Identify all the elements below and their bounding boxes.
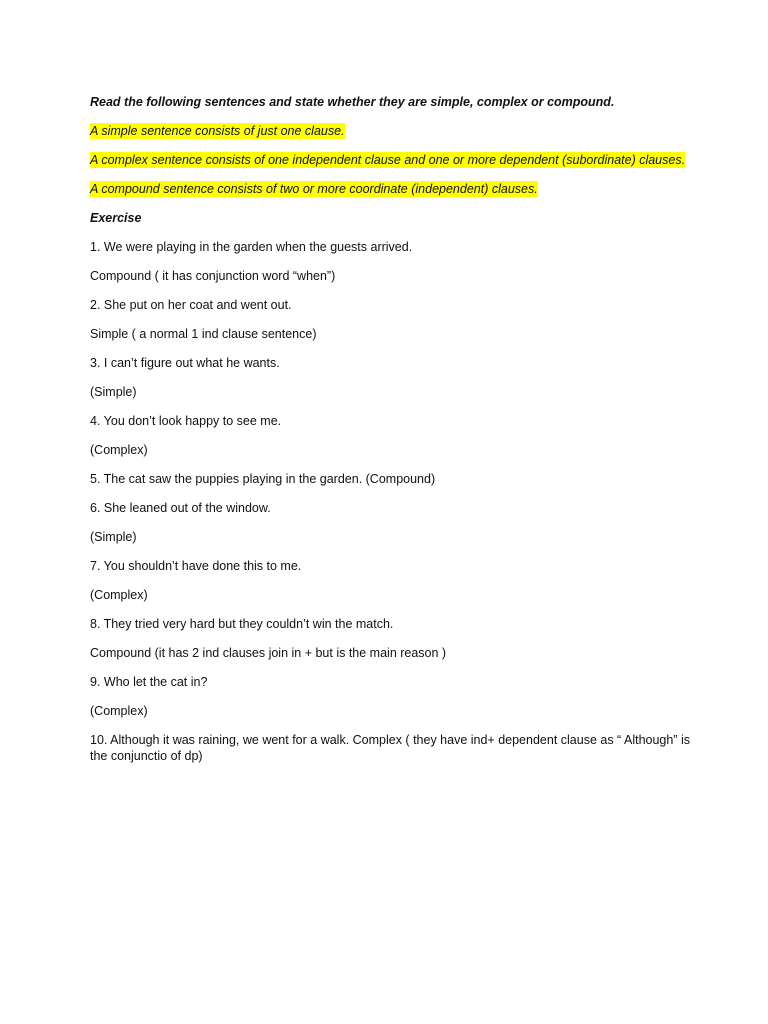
definition-compound bbox=[90, 181, 690, 197]
answer-line-3: (Simple) bbox=[90, 385, 137, 399]
exercise-line-1: 1. We were playing in the garden when the guests arrived. bbox=[90, 240, 413, 254]
exercise-heading: Exercise bbox=[90, 211, 142, 225]
exercise-line-2: 2. She put on her coat and went out. bbox=[90, 298, 292, 312]
exercise-line-8: 8. They tried very hard but they couldn’t win the match. bbox=[90, 617, 394, 631]
answer-line-2: Simple ( a normal 1 ind clause sentence) bbox=[90, 327, 317, 341]
answer-line-8: Compound (it has 2 ind clauses join in + but is the main reason ) bbox=[90, 646, 447, 660]
exercise-line-4: 4. You don’t look happy to see me. bbox=[90, 414, 282, 428]
answer-line-6: (Simple) bbox=[90, 530, 137, 544]
exercise-line-5: 5. The cat saw the puppies playing in the garden. (Compound) bbox=[90, 472, 436, 486]
highlight-complex: A complex sentence consists of one independent clause and one or more dependent (subordinate) clauses. bbox=[90, 153, 686, 167]
highlight-simple: A simple sentence consists of just one clause. bbox=[90, 124, 345, 138]
definition-simple bbox=[90, 123, 690, 139]
answer-line-9: (Complex) bbox=[90, 704, 148, 718]
answer-line-7: (Complex) bbox=[90, 588, 148, 602]
definition-complex bbox=[90, 152, 690, 168]
answer-line-1: Compound ( it has conjunction word “when”) bbox=[90, 269, 336, 283]
exercise-line-6: 6. She leaned out of the window. bbox=[90, 501, 271, 515]
highlight-compound: A compound sentence consists of two or more coordinate (independent) clauses. bbox=[90, 182, 538, 196]
exercise-line-3: 3. I can’t figure out what he wants. bbox=[90, 356, 280, 370]
answer-line-4: (Complex) bbox=[90, 443, 148, 457]
instruction-text: Read the following sentences and state whether they are simple, complex or compound. bbox=[90, 95, 615, 109]
exercise-line-7: 7. You shouldn’t have done this to me. bbox=[90, 559, 302, 573]
exercise-line-9: 9. Who let the cat in? bbox=[90, 675, 208, 689]
document-body bbox=[90, 94, 690, 777]
exercise-line-10: 10. Although it was raining, we went for a walk. Complex ( they have ind+ dependent clause as “ Although” is the conjunctio of dp) bbox=[90, 733, 690, 763]
